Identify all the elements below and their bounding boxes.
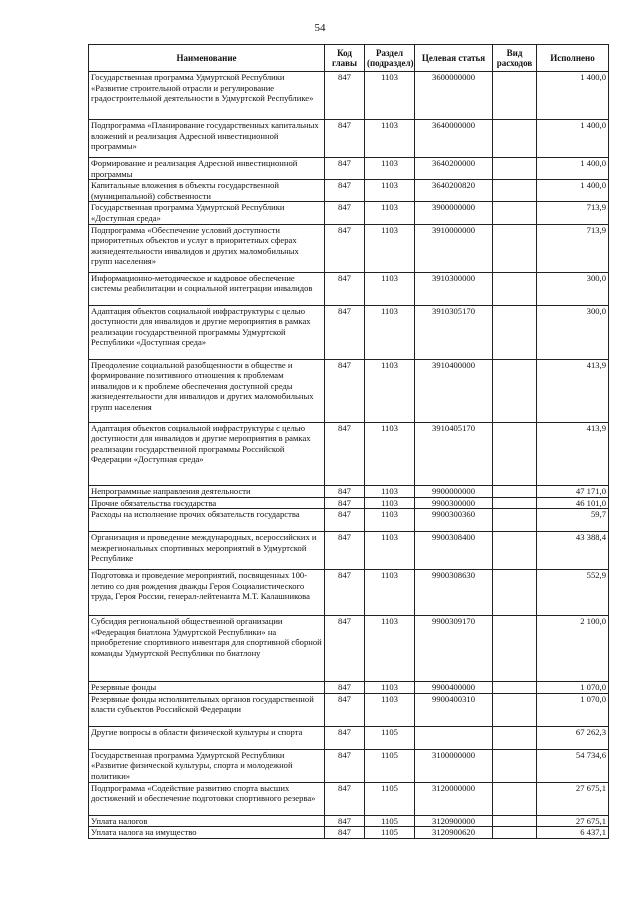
row-executed: 300,0 xyxy=(537,305,609,359)
row-name: Резервные фонды xyxy=(89,682,325,694)
row-code: 847 xyxy=(325,485,365,497)
table-row xyxy=(89,782,609,815)
row-target: 3600000000 xyxy=(415,72,493,120)
row-section: 1103 xyxy=(365,485,415,497)
row-target: 9900308400 xyxy=(415,532,493,570)
row-code: 847 xyxy=(325,782,365,815)
row-target: 9900308630 xyxy=(415,570,493,616)
row-target: 3900000000 xyxy=(415,202,493,224)
table-row xyxy=(89,359,609,422)
row-section: 1103 xyxy=(365,180,415,202)
row-executed: 713,9 xyxy=(537,224,609,272)
table-row xyxy=(89,726,609,749)
row-name: Подпрограмма «Содействие развитию спорта высших достижений и обеспечение подготовки спортивного резерва» xyxy=(89,782,325,815)
row-code: 847 xyxy=(325,509,365,532)
row-section: 1103 xyxy=(365,224,415,272)
row-name: Адаптация объектов социальной инфраструктуры с целью доступности для инвалидов и другие мероприятия в рамках реализации государственной программы Удмуртской Республики «Доступная среда» xyxy=(89,305,325,359)
table-row xyxy=(89,120,609,158)
row-kind xyxy=(493,224,537,272)
row-target: 3120000000 xyxy=(415,782,493,815)
table-row xyxy=(89,827,609,839)
row-kind xyxy=(493,359,537,422)
row-name: Государственная программа Удмуртской Республики «Развитие физической культуры, спорта и молодежной политики» xyxy=(89,749,325,782)
row-executed: 1 400,0 xyxy=(537,120,609,158)
row-code: 847 xyxy=(325,532,365,570)
row-section: 1103 xyxy=(365,497,415,509)
row-name: Капитальные вложения в объекты государственной (муниципальной) собственности xyxy=(89,180,325,202)
row-kind xyxy=(493,422,537,485)
row-executed: 300,0 xyxy=(537,272,609,305)
row-executed: 713,9 xyxy=(537,202,609,224)
table-row xyxy=(89,224,609,272)
row-name: Государственная программа Удмуртской Республики «Развитие строительной отрасли и регулирование градостроительной деятельности в Удмуртской Республике» xyxy=(89,72,325,120)
row-kind xyxy=(493,180,537,202)
row-code: 847 xyxy=(325,272,365,305)
row-code: 847 xyxy=(325,693,365,726)
row-section: 1103 xyxy=(365,305,415,359)
row-name: Формирование и реализация Адресной инвестиционной программы xyxy=(89,158,325,180)
row-section: 1103 xyxy=(365,693,415,726)
header-target: Целевая статья xyxy=(415,45,493,72)
row-code: 847 xyxy=(325,224,365,272)
row-code: 847 xyxy=(325,497,365,509)
row-kind xyxy=(493,570,537,616)
row-name: Подпрограмма «Обеспечение условий доступности приоритетных объектов и услуг в приоритетных сферах жизнедеятельности инвалидов и других маломобильных групп населения» xyxy=(89,224,325,272)
table-row xyxy=(89,693,609,726)
row-code: 847 xyxy=(325,120,365,158)
row-target: 3910300000 xyxy=(415,272,493,305)
row-section: 1103 xyxy=(365,202,415,224)
budget-table xyxy=(88,44,609,839)
table-row xyxy=(89,497,609,509)
table-row xyxy=(89,272,609,305)
row-executed: 1 400,0 xyxy=(537,158,609,180)
row-code: 847 xyxy=(325,749,365,782)
table-row xyxy=(89,570,609,616)
row-name: Прочие обязательства государства xyxy=(89,497,325,509)
row-code: 847 xyxy=(325,815,365,827)
row-target: 3640200820 xyxy=(415,180,493,202)
table-row xyxy=(89,749,609,782)
row-executed: 46 101,0 xyxy=(537,497,609,509)
row-code: 847 xyxy=(325,180,365,202)
row-code: 847 xyxy=(325,305,365,359)
row-target: 3640200000 xyxy=(415,158,493,180)
row-executed: 27 675,1 xyxy=(537,782,609,815)
row-kind xyxy=(493,749,537,782)
row-kind xyxy=(493,497,537,509)
row-section: 1103 xyxy=(365,570,415,616)
row-code: 847 xyxy=(325,726,365,749)
row-name: Субсидия региональной общественной организации «Федерация биатлона Удмуртской Республики» на приобретение спортивного инвентаря для спортивной сборной команды Удмуртской Республики по биатлону xyxy=(89,616,325,682)
row-section: 1105 xyxy=(365,782,415,815)
row-executed: 59,7 xyxy=(537,509,609,532)
row-kind xyxy=(493,815,537,827)
row-target: 3910405170 xyxy=(415,422,493,485)
row-name: Организация и проведение международных, всероссийских и межрегиональных спортивных мероприятий в Удмуртской Республике xyxy=(89,532,325,570)
row-section: 1103 xyxy=(365,532,415,570)
row-target: 9900300360 xyxy=(415,509,493,532)
table-row xyxy=(89,158,609,180)
header-name: Наименование xyxy=(89,45,325,72)
row-name: Расходы на исполнение прочих обязательств государства xyxy=(89,509,325,532)
row-code: 847 xyxy=(325,72,365,120)
row-code: 847 xyxy=(325,616,365,682)
row-kind xyxy=(493,509,537,532)
row-target: 3640000000 xyxy=(415,120,493,158)
row-kind xyxy=(493,693,537,726)
row-name: Государственная программа Удмуртской Республики «Доступная среда» xyxy=(89,202,325,224)
table-row xyxy=(89,180,609,202)
table-row xyxy=(89,202,609,224)
table-row xyxy=(89,422,609,485)
table-row xyxy=(89,815,609,827)
row-executed: 1 070,0 xyxy=(537,693,609,726)
table-row xyxy=(89,72,609,120)
row-kind xyxy=(493,158,537,180)
row-name: Адаптация объектов социальной инфраструктуры с целью доступности для инвалидов и другие мероприятия в рамках реализации государственной программы Российской Федерации «Доступная среда» xyxy=(89,422,325,485)
row-kind xyxy=(493,202,537,224)
row-section: 1105 xyxy=(365,827,415,839)
row-name: Информационно-методическое и кадровое обеспечение системы реабилитации и социальной интеграции инвалидов xyxy=(89,272,325,305)
row-section: 1105 xyxy=(365,815,415,827)
header-code: Код главы xyxy=(325,45,365,72)
row-name: Уплата налогов xyxy=(89,815,325,827)
row-name: Непрограммные направления деятельности xyxy=(89,485,325,497)
row-executed: 413,9 xyxy=(537,422,609,485)
row-kind xyxy=(493,120,537,158)
row-executed: 552,9 xyxy=(537,570,609,616)
row-target: 3910305170 xyxy=(415,305,493,359)
page-number: 54 xyxy=(314,22,326,34)
row-executed: 43 388,4 xyxy=(537,532,609,570)
row-kind xyxy=(493,726,537,749)
row-code: 847 xyxy=(325,158,365,180)
table-row xyxy=(89,616,609,682)
row-name: Другие вопросы в области физической культуры и спорта xyxy=(89,726,325,749)
table-row xyxy=(89,682,609,694)
row-executed: 6 437,1 xyxy=(537,827,609,839)
table-row xyxy=(89,532,609,570)
row-section: 1105 xyxy=(365,749,415,782)
row-section: 1103 xyxy=(365,158,415,180)
row-target: 9900300000 xyxy=(415,497,493,509)
row-kind xyxy=(493,782,537,815)
row-target: 9900400310 xyxy=(415,693,493,726)
row-code: 847 xyxy=(325,422,365,485)
row-target: 3910000000 xyxy=(415,224,493,272)
row-target: 3910400000 xyxy=(415,359,493,422)
row-name: Преодоление социальной разобщенности в обществе и формирование позитивного отношения к проблемам инвалидов и к проблеме обеспечения доступной среды жизнедеятельности для инвалидов и других маломобильных групп населения xyxy=(89,359,325,422)
table-row xyxy=(89,485,609,497)
row-executed: 1 400,0 xyxy=(537,72,609,120)
row-section: 1103 xyxy=(365,616,415,682)
row-kind xyxy=(493,305,537,359)
row-name: Резервные фонды исполнительных органов государственной власти субъектов Российской Федерации xyxy=(89,693,325,726)
header-section: Раздел (подраздел) xyxy=(365,45,415,72)
row-section: 1105 xyxy=(365,726,415,749)
row-target xyxy=(415,726,493,749)
row-target: 9900309170 xyxy=(415,616,493,682)
row-section: 1103 xyxy=(365,272,415,305)
row-target: 3100000000 xyxy=(415,749,493,782)
row-kind xyxy=(493,682,537,694)
row-section: 1103 xyxy=(365,422,415,485)
row-executed: 54 734,6 xyxy=(537,749,609,782)
row-executed: 413,9 xyxy=(537,359,609,422)
row-target: 3120900000 xyxy=(415,815,493,827)
row-executed: 67 262,3 xyxy=(537,726,609,749)
row-kind xyxy=(493,485,537,497)
row-name: Уплата налога на имущество xyxy=(89,827,325,839)
row-executed: 27 675,1 xyxy=(537,815,609,827)
row-target: 3120900620 xyxy=(415,827,493,839)
table-row xyxy=(89,509,609,532)
row-kind xyxy=(493,72,537,120)
row-executed: 2 100,0 xyxy=(537,616,609,682)
header-executed: Исполнено xyxy=(537,45,609,72)
row-section: 1103 xyxy=(365,359,415,422)
row-target: 9900000000 xyxy=(415,485,493,497)
row-kind xyxy=(493,272,537,305)
row-section: 1103 xyxy=(365,682,415,694)
row-kind xyxy=(493,827,537,839)
row-kind xyxy=(493,616,537,682)
row-name: Подготовка и проведение мероприятий, посвященных 100-летию со дня рождения дважды Героя Социалистического труда, Героя России, генерал-лейтенанта М.Т. Калашникова xyxy=(89,570,325,616)
header-kind: Вид расходов xyxy=(493,45,537,72)
row-code: 847 xyxy=(325,570,365,616)
row-executed: 1 070,0 xyxy=(537,682,609,694)
row-code: 847 xyxy=(325,359,365,422)
row-code: 847 xyxy=(325,682,365,694)
table-row xyxy=(89,305,609,359)
row-code: 847 xyxy=(325,827,365,839)
row-code: 847 xyxy=(325,202,365,224)
row-kind xyxy=(493,532,537,570)
row-executed: 47 171,0 xyxy=(537,485,609,497)
row-executed: 1 400,0 xyxy=(537,180,609,202)
row-target: 9900400000 xyxy=(415,682,493,694)
row-name: Подпрограмма «Планирование государственных капитальных вложений и реализация Адресной инвестиционной программы» xyxy=(89,120,325,158)
row-section: 1103 xyxy=(365,72,415,120)
row-section: 1103 xyxy=(365,509,415,532)
row-section: 1103 xyxy=(365,120,415,158)
